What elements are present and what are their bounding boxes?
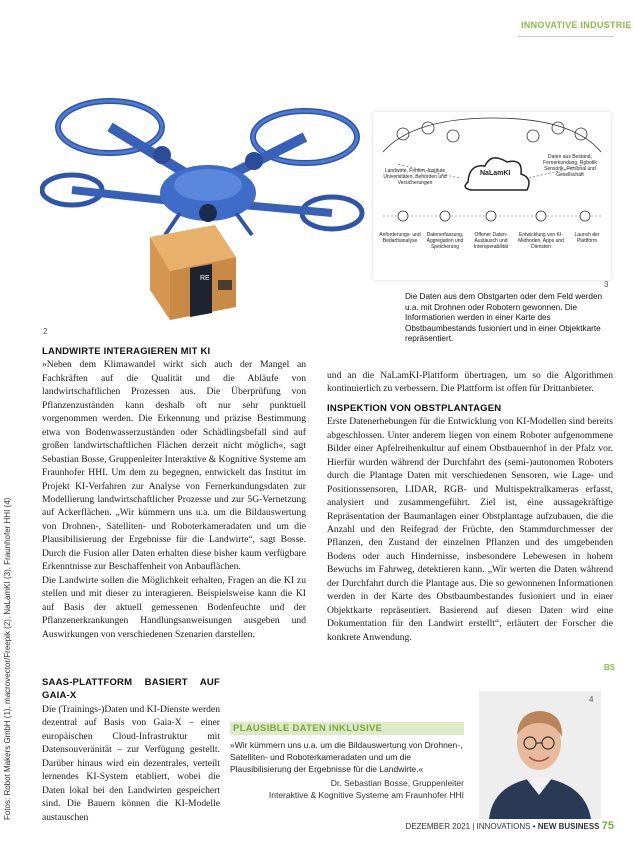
photo-credit (3, 380, 15, 820)
diagram-step-3: Offener Daten-Austausch und Interoperabilität (473, 232, 509, 250)
diagram-center-label: NaLamKI (480, 170, 511, 177)
author-signature: BS (604, 663, 616, 672)
page-number: 75 (601, 820, 614, 832)
drone-illustration (40, 85, 370, 340)
diagram-graphic (373, 112, 611, 280)
photo-number: 4 (589, 695, 594, 704)
quote-author (230, 777, 464, 801)
section-tag: INNOVATIVE INDUSTRIE (521, 20, 632, 30)
paragraph-5: Erste Datenerhebungen für die Entwicklung von KI-Modellen sind bereits abgeschlossen. Unter anderem liegen von einem Roboter aufgenommene Bilder einer Apfelreihenkultur auf einem Obstbauernhof in der Pfalz vor. Hierfür wurden während der Durchfahrt des (semi-)autonomen Roboters durch die Plantage Daten mit verschiedenen Sensoren, wie Lage- und Positionssensoren, LIDAR, RGB- und Multispektralkameras erfasst, analysiert und zusammengeführt. Ziel ist, eine aussagekräftige Repräsentation der Baumanlagen einer Obstplantage aufzubauen, die die Anzahl und den Reifegrad der Früchte, den Stammdurchmesser der Pflanzen, den Zustand der einzelnen Pflanzen und des umgebenden Bodens oder auch Hindernisse, insbesondere Lebewesen in hohem Bewuchs im Fahrweg, detektieren kann. „Wir werten die Daten während der Durchfahrt durch die Plantage aus. Die so gewonnenen Informationen werden in der Karte des Obstbaumbestandes fusioniert und in einer Objektkarte repräsentiert. Basierend auf diesen Daten wird eine Dokumentation für den Landwirt erstellt“, erläutert der Forscher die konkrete Anwendung. (327, 416, 613, 643)
heading-landwirte: LANDWIRTE INTERAGIEREN MIT KI (42, 346, 211, 357)
footer-brand: NEW BUSINESS (537, 822, 600, 831)
diagram-right-box: Daten aus Bestand, Fernerkundung, Robotik Sensorik, Personal und Gesellschaft (543, 154, 597, 178)
pull-quote (230, 722, 464, 801)
portrait-photo (479, 691, 601, 819)
quote-author-line-2: Interaktive & Kognitive Systeme am Fraunhofer HHI (268, 790, 464, 800)
paragraph-1: »Neben dem Klimawandel wirkt sich auch der Mangel an Fachkräften auf die Qualität und die Abläufe von landwirtschaftlichen Prozessen aus. Die Überprüfung von Pflanzenzuständen kann deshalb oft nur sehr punktuell vorgenommen werden. Die Erkennung und präzise Bestimmung etwa von Bodenwasserzuständen oder Schädlingsbefall sind auf großen landwirtschaftlichen Flächen derzeit nicht möglich«, sagt Sebastian Bosse, Gruppenleiter Interaktive & Kognitive Systeme am Fraunhofer HHI. Um dem zu begegnen, entwickelt das Institut im Projekt KI-Verfahren zur Analyse von Fernerkundungsdaten zur Modellierung landwirtschaftlicher Prozesse und zur 5G-Vernetzung auf Ackerflächen. „Wir kümmern uns u.a. um die Bildauswertung von Drohnen-, Satelliten- und Roboterkameradaten und um die Plausibilisierung der Ergebnisse für die Landwirte“, sagt Bosse. Durch die Fusion aller Daten erhalten diese bisher kaum verfügbare Erkenntnisse zur Beschaffenheit von Anbauflächen. (42, 359, 306, 573)
article-left-column (42, 345, 306, 641)
diagram-step-2: Datenerfassung, Aggregation und Speicherung (426, 232, 464, 250)
nalamki-diagram (373, 112, 611, 280)
heading-inspektion: INSPEKTION VON OBSTPLANTAGEN (327, 402, 502, 414)
diagram-step-4: Entwicklung von KI-Methoden, Apps und Diensten (518, 232, 564, 250)
figure-number: 2 (43, 327, 48, 336)
paragraph-3: Die (Trainings-)Daten und KI-Dienste werden dezentral auf Basis von Gaia-X – einer europäischen Cloud-Infrastruktur mit Datensouveränität – zur Verfügung gestellt. Darüber hinaus wird ein dezentrales, verteilt lernendes KI-System etabliert, wobei die Daten lokal bei den Landwirten gespeichert sind. Die Bauern können die KI-Modelle austauschen (42, 703, 220, 823)
figure-caption: Die Daten aus dem Obstgarten oder dem Feld werden u.a. mit Drohnen oder Robotern gewonnen. Die Informationen werden in einer Karte des Obstbaumbestands fusioniert und in einer Objektkarte repräsentiert. (405, 292, 603, 344)
article-left-lower (42, 676, 220, 824)
package-label: RE (200, 275, 210, 282)
drone-image (40, 85, 370, 340)
footer-text: DEZEMBER 2021 | INNOVATIONS • (405, 822, 538, 831)
paragraph-2: Die Landwirte sollen die Möglichkeit erhalten, Fragen an die KI zu stellen und mit dieser zu interagieren. Beispielsweise kann die KI auf Basis der aktuell gemessenen Bodenfeuchte und der Pflanzenerkrankungen Handlungsanweisungen ausgeben und Auswirkungen von verschiedenen Szenarien darstellen. (42, 574, 306, 640)
quote-title: PLAUSIBLE DATEN INKLUSIVE (230, 722, 464, 735)
diagram-left-box: Landwirte, Firmen, Institute Universitäten, Behörden und Versicherungen (383, 168, 447, 186)
quote-text: »Wir kümmern uns u.a. um die Bildauswertung von Drohnen-, Satelliten- und Roboterkameradaten und um die Plausibilisierung der Ergebnisse für die Landwirte.« (230, 740, 463, 774)
photo-credit-text: Fotos: Robot Makers GmbH (1), macrovector/Freepik (2), NaLamKI (3), Fraunhofer HHI (4) (3, 497, 12, 820)
diagram-step-5: Launch der Plattform (574, 232, 600, 244)
portrait-image (479, 691, 601, 819)
diagram-number: 3 (604, 280, 609, 289)
article-right-column (327, 369, 613, 644)
paragraph-4: und an die NaLamKI-Plattform übertragen, um so die Algorithmen kontinuierlich zu verbessern. Die Plattform ist offen für Drittanbieter. (327, 370, 613, 395)
quote-author-line-1: Dr. Sebastian Bosse, Gruppenleiter (330, 778, 464, 788)
page-footer (406, 820, 614, 832)
heading-saas: SAAS-PLATTFORM BASIERT AUF GAIA-X (42, 677, 220, 702)
diagram-step-1: Anforderungs- und Bedarfsanalyse (379, 232, 421, 244)
header-rule (518, 36, 614, 37)
